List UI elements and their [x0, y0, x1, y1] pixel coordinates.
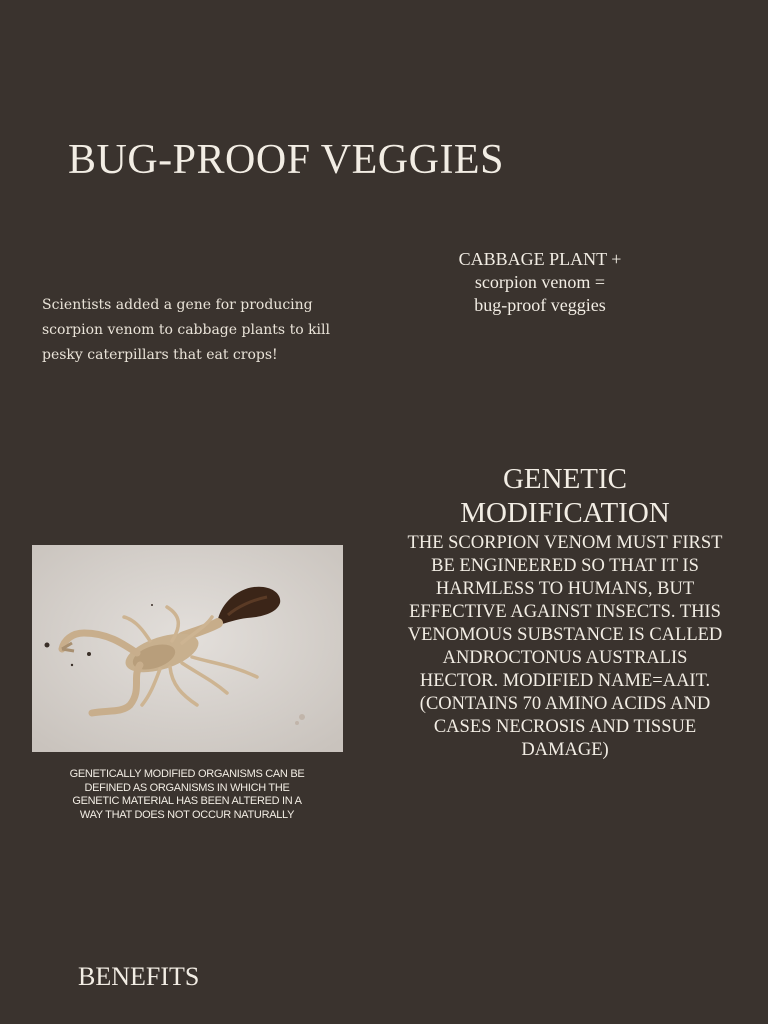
equation-line-3: bug-proof veggies	[474, 295, 606, 315]
equation-line-2: scorpion venom =	[474, 272, 606, 292]
scorpion-photo	[32, 545, 343, 752]
benefits-heading: BENEFITS	[78, 962, 200, 991]
scorpion-illustration	[32, 545, 343, 752]
genetic-modification-body: THE SCORPION VENOM MUST FIRST BE ENGINEERED SO THAT IT IS HARMLESS TO HUMANS, BUT EFFECTIVE AGAINST INSECTS. THIS VENOMOUS SUBSTANCE IS CALLED ANDROCTONUS AUSTRALIS HECTOR. MODIFIED NAME=AAIT. (CONTAINS 70 AMINO ACIDS AND CASES NECROSIS AND TISSUE DAMAGE)	[407, 533, 723, 760]
intro-paragraph: Scientists added a gene for producing scorpion venom to cabbage plants to kill pesky caterpillars that eat crops!	[42, 297, 330, 363]
equation-block	[420, 248, 660, 317]
equation-line-1: CABBAGE PLANT +	[458, 249, 622, 269]
heading-line-1: GENETIC	[502, 463, 628, 495]
genetic-modification-heading	[420, 462, 710, 530]
heading-line-2: MODIFICATION	[460, 497, 670, 529]
photo-caption: GENETICALLY MODIFIED ORGANISMS CAN BE DEFINED AS ORGANISMS IN WHICH THE GENETIC MATERIAL HAS BEEN ALTERED IN A WAY THAT DOES NOT OCCUR NATURALLY	[69, 768, 305, 821]
page-title: BUG-PROOF VEGGIES	[68, 137, 504, 183]
